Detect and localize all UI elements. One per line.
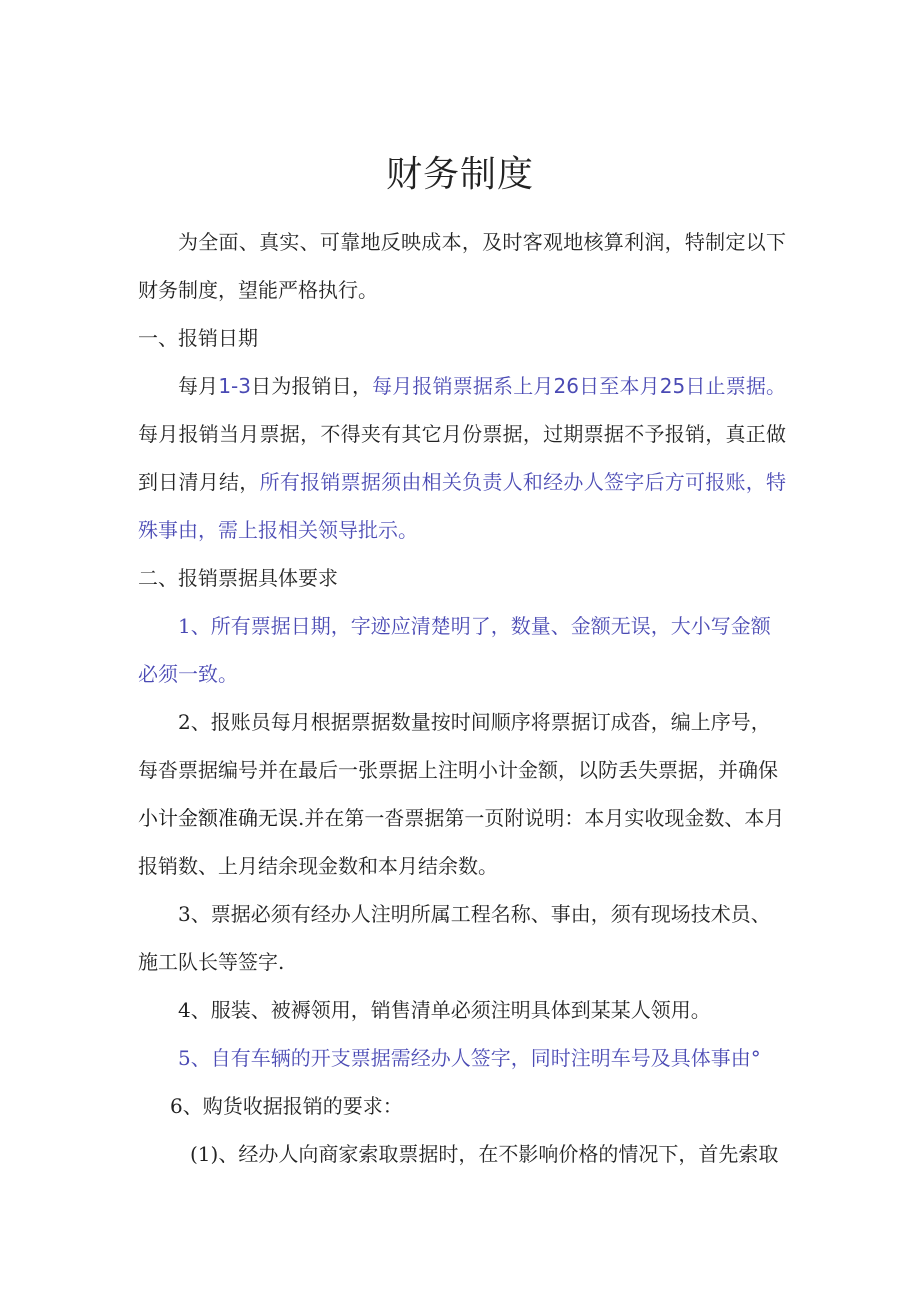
- text-segment: 所有报销票据须由相关负责人和经办人签字后方可报账，特殊事由，需上报相关领导批示。: [138, 470, 787, 542]
- requirement-item-2: [138, 698, 786, 890]
- text-segment: 日止票据。: [685, 374, 787, 398]
- requirement-item-3: 3、票据必须有经办人注明所属工程名称、事由，须有现场技术员、施工队长等签字.: [138, 902, 771, 974]
- item-text: 2、报账员每月根据票据数量按时间顺序将票据订成沓，编上序号，每沓票据编号并在最后一张票据上注明小计金额，以防丢失票据，并确保: [138, 710, 778, 782]
- item-text-emphasis: 小计金额准确无误: [138, 806, 298, 830]
- section-heading-receipt-requirements: 二、报销票据具体要求: [138, 566, 338, 590]
- text-segment: 每月: [178, 374, 219, 398]
- section-heading-reimbursement-date: 一、报销日期: [138, 326, 258, 350]
- text-segment: 25: [659, 374, 686, 398]
- item-number: 1、: [178, 614, 211, 638]
- requirement-item-1: [138, 602, 786, 698]
- text-segment: 26: [553, 374, 579, 398]
- requirement-item-5: [138, 1034, 786, 1082]
- requirement-item-6: 6、购货收据报销的要求：: [170, 1094, 403, 1118]
- requirement-subitem-1: (1)、经办人向商家索取票据时，在不影响价格的情况下，首先索取: [190, 1142, 779, 1166]
- text-segment: 每月报销票据系上月: [372, 374, 554, 398]
- reimbursement-date-paragraph: [138, 362, 786, 554]
- text-segment: 日为报销日，: [251, 374, 373, 398]
- text-segment: 1-3: [218, 374, 251, 398]
- text-segment: 日至本月: [578, 374, 660, 398]
- item-text: 所有票据日期，字迹应清楚明了，数量、金额无误，大小写金额必须一致。: [138, 614, 771, 686]
- page-title: 财务制度: [385, 154, 534, 195]
- intro-paragraph: 为全面、真实、可靠地反映成本，及时客观地核算利润，特制定以下财务制度，望能严格执行。: [138, 230, 786, 302]
- item-number: 5、: [178, 1046, 211, 1070]
- item-text: .并在第一沓票据第一页附说明：本月实收现金数、本月报销数、上月结余现金数和本月结余数。: [138, 806, 785, 878]
- document-body: [138, 218, 786, 1178]
- requirement-item-4: 4、服装、被褥领用，销售清单必须注明具体到某某人领用。: [178, 998, 711, 1022]
- item-text: 自有车辆的开支票据需经办人签字，同时注明车号及具体事由°: [210, 1046, 761, 1070]
- text-segment: 每月报销当月票据，不得夹有其它月份票据，过期票据不予报销，真正做到日清月结，: [138, 422, 786, 494]
